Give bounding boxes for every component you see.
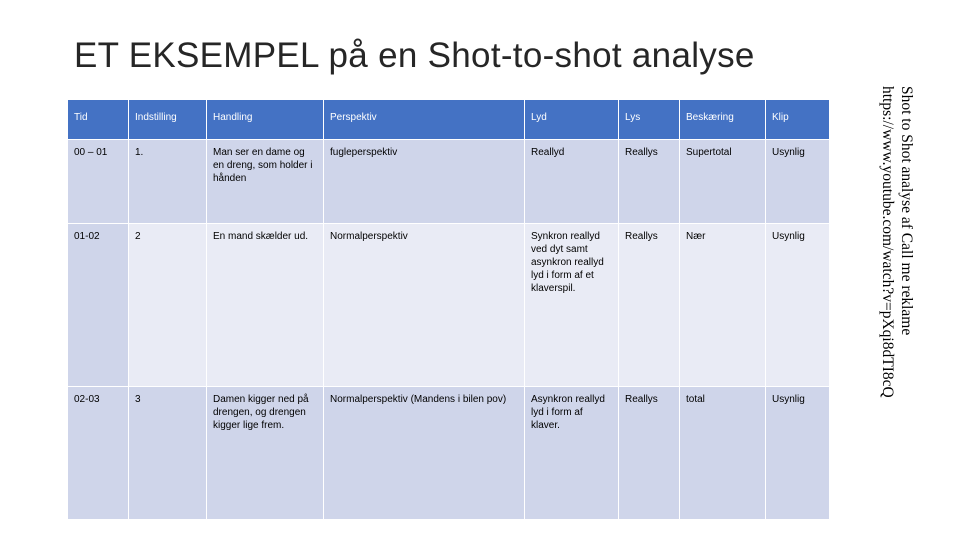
table-row: [68, 140, 830, 224]
cell-handling: Man ser en dame og en dreng, som holder i hånden: [207, 140, 324, 224]
source-note-title: Shot to Shot analyse af Call me reklame: [898, 86, 915, 336]
cell-indstilling: 2: [129, 224, 207, 387]
cell-perspektiv: Normalperspektiv: [324, 224, 525, 387]
cell-klip: Usynlig: [766, 386, 830, 519]
cell-perspektiv: Normalperspektiv (Mandens i bilen pov): [324, 386, 525, 519]
cell-lys: Reallys: [619, 386, 680, 519]
cell-klip: Usynlig: [766, 140, 830, 224]
table-row: [68, 224, 830, 387]
cell-beskaering: Supertotal: [680, 140, 766, 224]
cell-klip: Usynlig: [766, 224, 830, 387]
table-header-row: [68, 100, 830, 140]
cell-indstilling: 1.: [129, 140, 207, 224]
header-tid: Tid: [68, 100, 129, 140]
cell-tid: 01-02: [68, 224, 129, 387]
cell-beskaering: total: [680, 386, 766, 519]
cell-tid: 00 – 01: [68, 140, 129, 224]
cell-handling: Damen kigger ned på drengen, og drengen kigger lige frem.: [207, 386, 324, 519]
slide-title: ET EKSEMPEL på en Shot-to-shot analyse: [74, 36, 755, 75]
analysis-table-container: [67, 99, 829, 520]
cell-lyd: Reallyd: [525, 140, 619, 224]
cell-indstilling: 3: [129, 386, 207, 519]
header-klip: Klip: [766, 100, 830, 140]
header-perspektiv: Perspektiv: [324, 100, 525, 140]
cell-tid: 02-03: [68, 386, 129, 519]
table-row: [68, 386, 830, 519]
cell-lys: Reallys: [619, 224, 680, 387]
header-beskaering: Beskæring: [680, 100, 766, 140]
cell-perspektiv: fugleperspektiv: [324, 140, 525, 224]
shot-analysis-table: [67, 99, 830, 520]
cell-lyd: Asynkron reallyd lyd i form af klaver.: [525, 386, 619, 519]
header-lys: Lys: [619, 100, 680, 140]
source-note-url[interactable]: https://www.youtube.com/watch?v=pXqi8dTI8cQ: [879, 86, 896, 398]
source-note: [876, 86, 916, 476]
cell-beskaering: Nær: [680, 224, 766, 387]
cell-lys: Reallys: [619, 140, 680, 224]
header-lyd: Lyd: [525, 100, 619, 140]
header-indstilling: Indstilling: [129, 100, 207, 140]
cell-handling: En mand skælder ud.: [207, 224, 324, 387]
cell-lyd: Synkron reallyd ved dyt samt asynkron reallyd lyd i form af et klaverspil.: [525, 224, 619, 387]
header-handling: Handling: [207, 100, 324, 140]
